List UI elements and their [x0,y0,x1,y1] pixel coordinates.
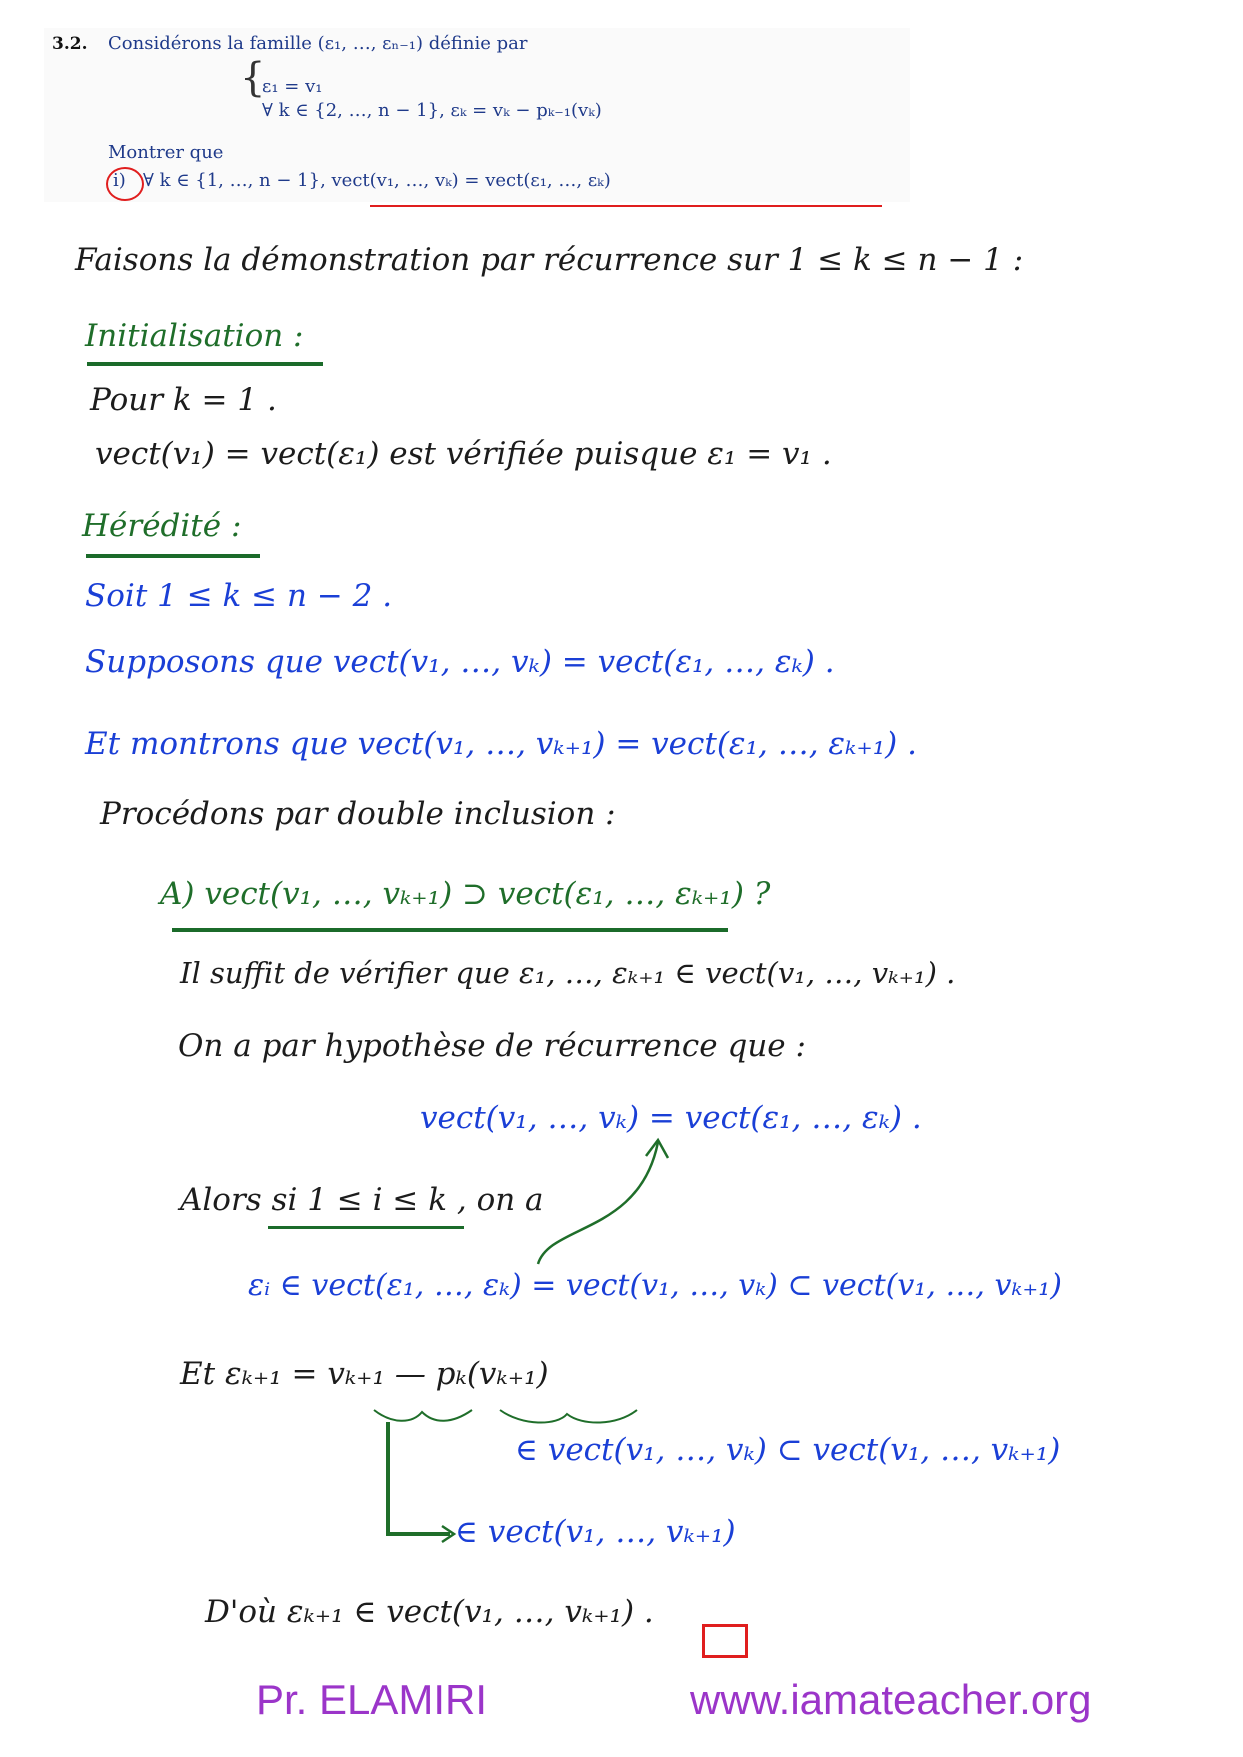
hered-line-3: Et montrons que vect(v₁, …, vₖ₊₁) = vect(ε₁, …, εₖ₊₁) . [85,726,917,762]
part-a: A) vect(v₁, …, vₖ₊₁) ⊃ vect(ε₁, …, εₖ₊₁) ? [160,876,771,912]
author-name: Pr. ELAMIRI [256,1676,488,1723]
eps-i-inclusion: εᵢ ∈ vect(ε₁, …, εₖ) = vect(v₁, …, vₖ) ⊂ vect(v₁, …, vₖ₊₁) [248,1268,1062,1303]
heredite-underline [86,554,260,558]
show-that: Montrer que [108,142,224,163]
exercise-number: 3.2. [52,34,88,54]
red-underline [370,205,882,207]
definition-line-2: ∀ k ∈ {2, …, n − 1}, εₖ = vₖ − pₖ₋₁(vₖ) [262,100,602,121]
statement-intro: Considérons la famille (ε₁, …, εₙ₋₁) définie par [108,33,528,54]
proof-intro: Faisons la démonstration par récurrence sur 1 ≤ k ≤ n − 1 : [75,242,1024,278]
alors-line: Alors si 1 ≤ i ≤ k , on a [180,1182,544,1218]
conclusion-line: D'où εₖ₊₁ ∈ vect(v₁, …, vₖ₊₁) . [205,1594,654,1630]
init-line-1: Pour k = 1 . [90,382,277,418]
double-inclusion: Procédons par double inclusion : [100,796,616,832]
initialisation-underline [87,362,323,366]
condition-underline [268,1226,464,1229]
website-url[interactable]: www.iamateacher.org [690,1676,1092,1723]
end-of-proof-box [702,1624,748,1658]
item-text: ∀ k ∈ {1, …, n − 1}, vect(v₁, …, vₖ) = vect(ε₁, …, εₖ) [143,170,611,191]
eps-k1-definition: Et εₖ₊₁ = vₖ₊₁ — pₖ(vₖ₊₁) [180,1356,549,1392]
hered-line-2: Supposons que vect(v₁, …, vₖ) = vect(ε₁, …, εₖ) . [85,644,835,680]
part-a-underline [172,928,728,932]
init-line-2: vect(v₁) = vect(ε₁) est vérifiée puisque ε₁ = v₁ . [95,436,832,472]
brace: { [240,55,266,101]
hered-line-1: Soit 1 ≤ k ≤ n − 2 . [85,578,393,614]
definition-line-1: ε₁ = v₁ [262,76,323,97]
v-membership: ∈ vect(v₁, …, vₖ₊₁) [455,1514,736,1550]
projection-membership: ∈ vect(v₁, …, vₖ) ⊂ vect(v₁, …, vₖ₊₁) [515,1432,1061,1468]
item-label: i) [113,170,126,191]
heredite-heading: Hérédité : [82,508,242,544]
membership-arrow [382,1420,462,1546]
initialisation-heading: Initialisation : [85,318,304,354]
arrow-curve [530,1124,690,1274]
suffit-line: Il suffit de vérifier que ε₁, …, εₖ₊₁ ∈ vect(v₁, …, vₖ₊₁) . [180,956,956,990]
hypothesis-equation: vect(v₁, …, vₖ) = vect(ε₁, …, εₖ) . [420,1100,922,1136]
hypothesis-line: On a par hypothèse de récurrence que : [178,1028,806,1064]
